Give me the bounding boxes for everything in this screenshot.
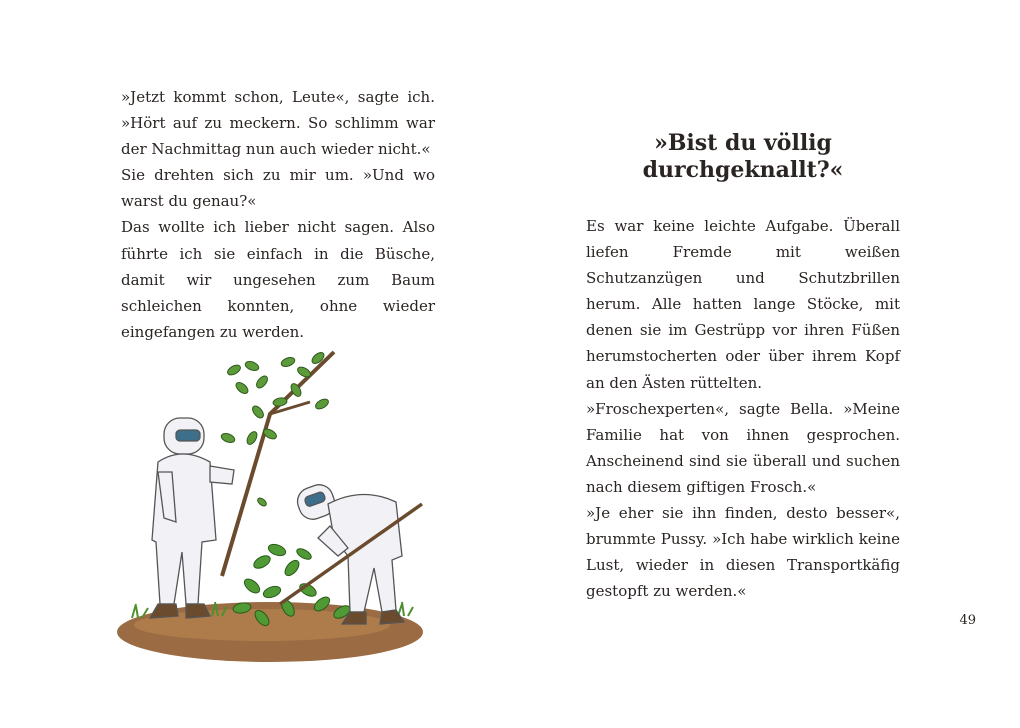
left-page-text [121,84,435,345]
paragraph: »Jetzt kommt schon, Leute«, sagte ich. »Hört auf zu meckern. So schlimm war der Nachmittag nun auch wieder nicht.« [121,88,435,159]
chapter-title-line-2: durchgeknallt?« [642,157,844,183]
protective-suit-figure-standing [150,418,234,618]
right-page-text [586,213,900,604]
chapter-title-line-1: »Bist du völlig [654,130,832,156]
protective-suit-figure-bending [294,481,404,624]
paragraph: »Froschexperten«, sagte Bella. »Meine Familie hat von ihnen gesprochen. Anscheinend sind sie überall und suchen nach diesem giftigen Frosch.« [586,399,900,496]
illustration-frog-experts [112,342,432,672]
paragraph: Sie drehten sich zu mir um. »Und wo warst du genau?« [121,166,435,211]
tree-branch [220,350,334,576]
paragraph: Das wollte ich lieber nicht sagen. Also führte ich sie einfach in die Büsche, damit wir ungesehen zum Baum schleichen konnten, ohne wieder eingefangen zu werden. [121,218,435,341]
page-number: 49 [959,613,976,628]
chapter-title [586,130,900,184]
right-page [510,0,1020,728]
paragraph: Es war keine leichte Aufgabe. Überall liefen Fremde mit weißen Schutzanzügen und Schutzbrillen herum. Alle hatten lange Stöcke, mit denen sie im Gestrüpp vor ihren Füßen herumstocherten oder über ihrem Kopf an den Ästen rüttelten. [586,217,900,392]
paragraph: »Je eher sie ihn finden, desto besser«, brummte Pussy. »Ich habe wirklich keine Lust, wieder in diesen Transportkäfig gestopft zu werden.« [586,504,900,601]
